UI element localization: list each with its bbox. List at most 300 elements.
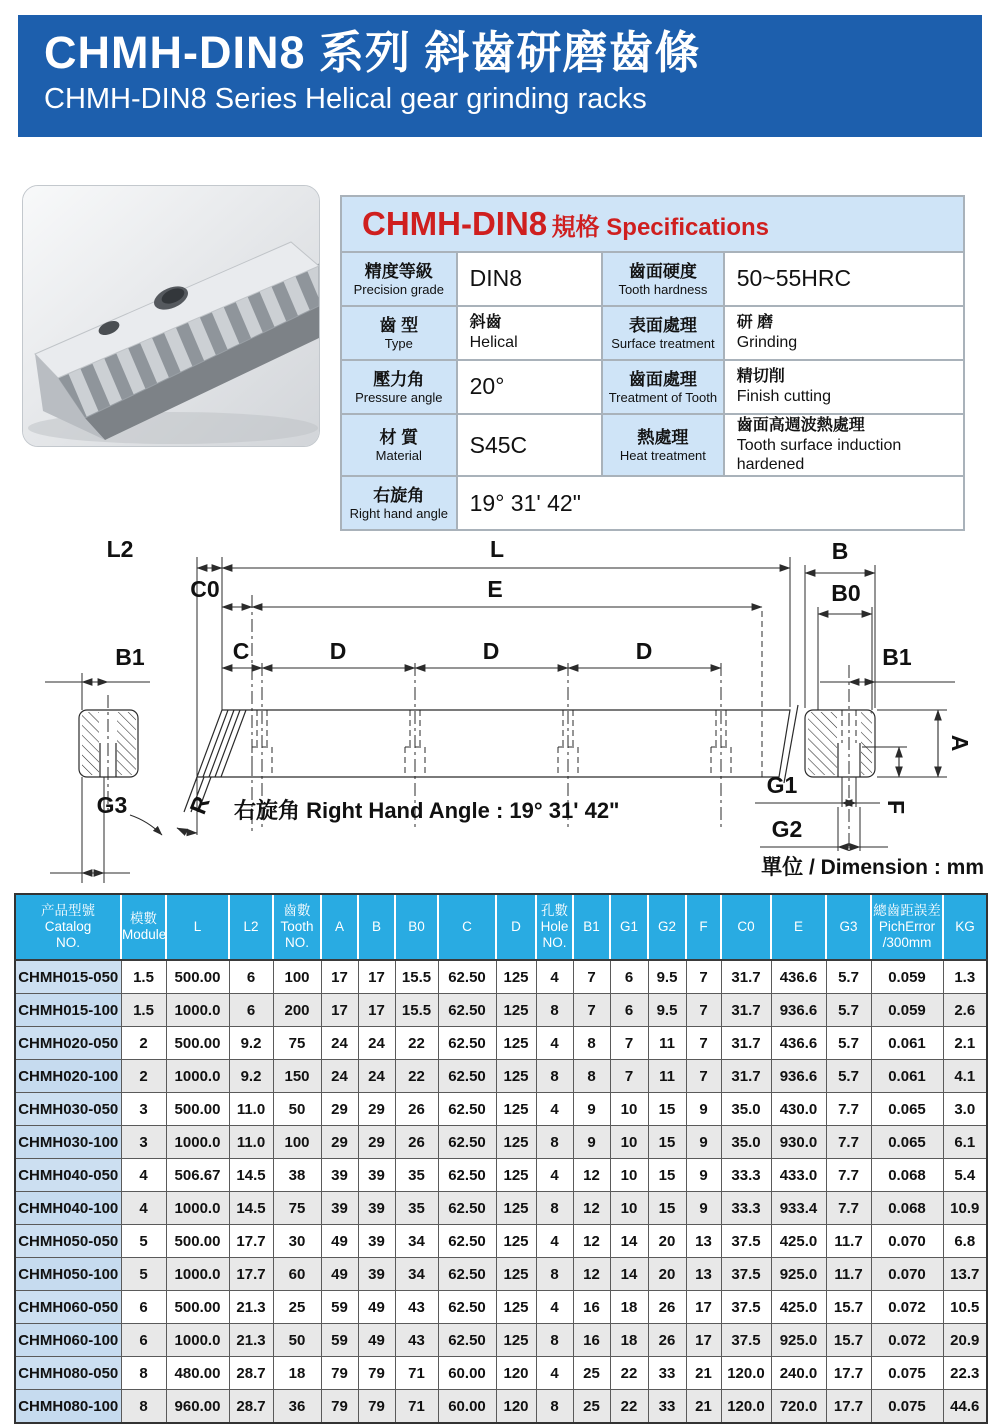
value-cell: 21.3 [229,1291,273,1324]
value-cell: 5.7 [826,1027,871,1060]
value-cell: 6.8 [943,1225,987,1258]
value-cell: 5.7 [826,994,871,1027]
value-cell: 6.1 [943,1126,987,1159]
page-title: CHMH-DIN8 系列 斜齒研磨齒條 [44,27,701,78]
value-cell: 50 [273,1093,321,1126]
spec-label [602,414,724,476]
dim-label-B1: B1 [882,644,912,670]
value-cell: 17 [358,994,395,1027]
value-cell: 13.7 [943,1258,987,1291]
spec-label-en: Heat treatment [619,448,706,464]
value-cell: 12 [573,1258,610,1291]
gear-rack-image [23,186,319,446]
spec-label-en: Right hand angle [349,506,448,522]
value-cell: 0.059 [871,994,943,1027]
value-cell: 17.7 [229,1225,273,1258]
spec-label-en: Surface treatment [611,335,715,351]
table-row [15,1357,987,1390]
value-cell: 933.4 [771,1192,826,1225]
value-cell: 9 [686,1093,721,1126]
value-cell: 7.7 [826,1192,871,1225]
value-cell: 15 [648,1126,686,1159]
value-cell: 436.6 [771,960,826,994]
spec-label-zh: 精度等級 [364,261,433,281]
value-cell: 125 [496,1192,536,1225]
value-cell: 35 [395,1192,438,1225]
rack-side-view [197,710,790,777]
page-subtitle: CHMH-DIN8 Series Helical gear grinding racks [44,83,647,116]
value-cell: 71 [395,1390,438,1424]
spec-value [724,414,964,476]
value-cell: 5.7 [826,960,871,994]
value-cell: 17 [321,960,358,994]
spec-value [457,306,603,360]
value-cell: 15 [648,1192,686,1225]
value-cell: 11.0 [229,1093,273,1126]
value-cell: 11.7 [826,1258,871,1291]
value-cell: 7.7 [826,1159,871,1192]
value-cell: 11.7 [826,1225,871,1258]
value-cell: 75 [273,1192,321,1225]
value-cell: 8 [536,1192,573,1225]
value-cell: 26 [395,1126,438,1159]
spec-label [341,306,457,360]
spec-label-en: Treatment of Tooth [608,389,718,405]
value-cell: 0.065 [871,1093,943,1126]
value-cell: 14 [610,1225,648,1258]
value-cell: 0.059 [871,960,943,994]
value-cell: 12 [573,1159,610,1192]
value-cell: 100 [273,1126,321,1159]
value-cell: 39 [321,1159,358,1192]
value-cell: 62.50 [438,1060,496,1093]
value-cell: 17 [686,1324,721,1357]
spec-value [724,252,964,306]
table-row [15,1159,987,1192]
value-cell: 125 [496,1324,536,1357]
value-cell: 0.075 [871,1390,943,1424]
value-cell: 125 [496,960,536,994]
value-cell: 0.065 [871,1126,943,1159]
value-cell: 25 [573,1357,610,1390]
value-cell: 240.0 [771,1357,826,1390]
column-header: G2 [648,894,686,960]
value-cell: 39 [358,1159,395,1192]
value-cell: 44.6 [943,1390,987,1424]
value-cell: 0.068 [871,1159,943,1192]
dim-label-L2: L2 [106,536,134,562]
dim-label-D: D [482,638,500,664]
value-cell: 17.7 [229,1258,273,1291]
value-cell: 36 [273,1390,321,1424]
value-cell: 79 [321,1357,358,1390]
spec-value-zh: 精切削 [736,368,785,386]
value-cell: 120 [496,1357,536,1390]
value-cell: 24 [358,1060,395,1093]
value-cell: 29 [321,1126,358,1159]
table-row [15,1126,987,1159]
value-cell: 33 [648,1357,686,1390]
value-cell: 5 [121,1225,166,1258]
value-cell: 15 [648,1159,686,1192]
technical-drawing [0,515,1000,895]
spec-label-zh: 壓力角 [373,369,425,389]
table-row [15,1324,987,1357]
value-cell: 7 [573,960,610,994]
value-cell: 120.0 [721,1357,771,1390]
value-cell: 79 [358,1390,395,1424]
dim-label-D: D [635,638,653,664]
value-cell: 15.5 [395,960,438,994]
value-cell: 5.4 [943,1159,987,1192]
value-cell: 433.0 [771,1159,826,1192]
dim-label-G2: G2 [771,816,803,842]
value-cell: 120 [496,1390,536,1424]
value-cell: 2.6 [943,994,987,1027]
value-cell: 925.0 [771,1324,826,1357]
value-cell: 8 [536,1390,573,1424]
value-cell: 125 [496,1258,536,1291]
spec-value-text: 50~55HRC [736,265,852,292]
catalog-no-cell: CHMH080-100 [15,1390,121,1424]
value-cell: 38 [273,1159,321,1192]
value-cell: 6 [229,994,273,1027]
value-cell: 125 [496,1126,536,1159]
value-cell: 1.3 [943,960,987,994]
value-cell: 9 [686,1126,721,1159]
value-cell: 12 [573,1192,610,1225]
value-cell: 16 [573,1291,610,1324]
value-cell: 1000.0 [166,1126,229,1159]
value-cell: 14.5 [229,1159,273,1192]
value-cell: 3 [121,1093,166,1126]
value-cell: 22 [610,1390,648,1424]
catalog-no-cell: CHMH050-100 [15,1258,121,1291]
column-header: L2 [229,894,273,960]
spec-label [341,414,457,476]
value-cell: 6 [229,960,273,994]
value-cell: 500.00 [166,1291,229,1324]
spec-label [602,306,724,360]
value-cell: 9.5 [648,994,686,1027]
value-cell: 25 [573,1390,610,1424]
value-cell: 9 [573,1093,610,1126]
value-cell: 100 [273,960,321,994]
value-cell: 10.5 [943,1291,987,1324]
table-row [15,994,987,1027]
value-cell: 425.0 [771,1225,826,1258]
value-cell: 1000.0 [166,1192,229,1225]
value-cell: 0.061 [871,1060,943,1093]
value-cell: 35.0 [721,1126,771,1159]
value-cell: 31.7 [721,1027,771,1060]
spec-label-en: Tooth hardness [618,281,708,297]
table-row [15,1225,987,1258]
spec-value [457,360,603,414]
spec-label [341,360,457,414]
spec-label-en: Pressure angle [355,389,443,405]
value-cell: 31.7 [721,1060,771,1093]
value-cell: 1000.0 [166,1060,229,1093]
value-cell: 21 [686,1390,721,1424]
product-photo [22,185,320,447]
value-cell: 18 [610,1291,648,1324]
value-cell: 4.1 [943,1060,987,1093]
table-row [15,960,987,994]
dim-label-D: D [329,638,347,664]
value-cell: 15.7 [826,1291,871,1324]
value-cell: 1000.0 [166,1324,229,1357]
spec-label [602,252,724,306]
value-cell: 43 [395,1291,438,1324]
value-cell: 125 [496,1159,536,1192]
value-cell: 125 [496,1225,536,1258]
value-cell: 4 [536,960,573,994]
value-cell: 436.6 [771,1027,826,1060]
table-row [15,1027,987,1060]
value-cell: 22 [395,1027,438,1060]
value-cell: 62.50 [438,1324,496,1357]
value-cell: 3.0 [943,1093,987,1126]
value-cell: 35.0 [721,1093,771,1126]
value-cell: 28.7 [229,1357,273,1390]
value-cell: 9 [686,1159,721,1192]
right-hand-angle-note: 右旋角 Right Hand Angle : 19° 31' 42" [234,798,620,823]
catalog-no-cell: CHMH015-050 [15,960,121,994]
value-cell: 7 [686,1027,721,1060]
catalog-no-cell: CHMH060-100 [15,1324,121,1357]
value-cell: 10 [610,1093,648,1126]
value-cell: 9.2 [229,1060,273,1093]
value-cell: 200 [273,994,321,1027]
spec-label-en: Precision grade [353,281,444,297]
value-cell: 4 [536,1291,573,1324]
value-cell: 31.7 [721,960,771,994]
value-cell: 22.3 [943,1357,987,1390]
value-cell: 4 [536,1225,573,1258]
value-cell: 24 [321,1027,358,1060]
dim-label-B1: B1 [115,644,145,670]
value-cell: 9.2 [229,1027,273,1060]
value-cell: 8 [536,1258,573,1291]
value-cell: 25 [273,1291,321,1324]
specs-title [341,196,964,252]
value-cell: 33.3 [721,1192,771,1225]
value-cell: 37.5 [721,1324,771,1357]
spec-value-text: DIN8 [469,265,523,292]
value-cell: 8 [573,1060,610,1093]
spec-value-text: 20° [469,373,505,400]
value-cell: 7 [686,960,721,994]
spec-value-en: Helical [469,334,518,352]
value-cell: 13 [686,1225,721,1258]
spec-value-en: Tooth surface induction hardened [736,437,902,474]
value-cell: 31.7 [721,994,771,1027]
specs-title-row [341,196,964,252]
column-header: E [771,894,826,960]
value-cell: 7 [610,1027,648,1060]
column-header: 總齒距誤差 PichError /300mm [871,894,943,960]
value-cell: 24 [358,1027,395,1060]
value-cell: 0.072 [871,1324,943,1357]
catalog-no-cell: CHMH050-050 [15,1225,121,1258]
spec-value-zh: 齒面高週波熱處理 [736,417,865,434]
spec-value-en: Finish cutting [736,388,831,406]
catalog-no-cell: CHMH020-100 [15,1060,121,1093]
column-header: F [686,894,721,960]
column-header: 齒數 Tooth NO. [273,894,321,960]
value-cell: 33.3 [721,1159,771,1192]
table-row [15,1390,987,1424]
value-cell: 1000.0 [166,1258,229,1291]
spec-label [602,360,724,414]
value-cell: 506.67 [166,1159,229,1192]
value-cell: 34 [395,1258,438,1291]
value-cell: 960.00 [166,1390,229,1424]
table-row [15,1192,987,1225]
value-cell: 62.50 [438,994,496,1027]
dim-label-A: A [947,734,973,752]
value-cell: 16 [573,1324,610,1357]
spec-row [341,414,964,476]
catalog-table [14,893,988,1424]
value-cell: 21 [686,1357,721,1390]
catalog-no-cell: CHMH030-050 [15,1093,121,1126]
value-cell: 3 [121,1126,166,1159]
dim-label-F: F [883,799,909,815]
catalog-no-cell: CHMH020-050 [15,1027,121,1060]
value-cell: 62.50 [438,1258,496,1291]
value-cell: 5 [121,1258,166,1291]
value-cell: 62.50 [438,1159,496,1192]
catalog-no-cell: CHMH040-050 [15,1159,121,1192]
column-header: D [496,894,536,960]
value-cell: 34 [395,1225,438,1258]
value-cell: 6 [610,994,648,1027]
value-cell: 500.00 [166,1093,229,1126]
value-cell: 60 [273,1258,321,1291]
value-cell: 62.50 [438,1192,496,1225]
value-cell: 8 [536,994,573,1027]
value-cell: 15.5 [395,994,438,1027]
value-cell: 10 [610,1126,648,1159]
catalog-no-cell: CHMH030-100 [15,1126,121,1159]
value-cell: 500.00 [166,1225,229,1258]
dim-label-B0: B0 [831,580,861,606]
table-row [15,1291,987,1324]
spec-value [724,360,964,414]
value-cell: 125 [496,994,536,1027]
value-cell: 4 [121,1192,166,1225]
value-cell: 79 [358,1357,395,1390]
value-cell: 59 [321,1291,358,1324]
value-cell: 2 [121,1060,166,1093]
dimension-unit-note: 單位 / Dimension : mm [761,856,984,879]
value-cell: 11.0 [229,1126,273,1159]
spec-label-en: Material [375,448,422,464]
spec-label-en: Type [384,335,413,351]
value-cell: 62.50 [438,1225,496,1258]
value-cell: 17 [321,994,358,1027]
value-cell: 30 [273,1225,321,1258]
value-cell: 17 [686,1291,721,1324]
value-cell: 21.3 [229,1324,273,1357]
value-cell: 59 [321,1324,358,1357]
value-cell: 930.0 [771,1126,826,1159]
dim-label-G3: G3 [96,792,128,818]
specs-title-rest: 規格 Specifications [551,214,770,241]
value-cell: 720.0 [771,1390,826,1424]
value-cell: 28.7 [229,1390,273,1424]
dim-label-L: L [489,536,505,562]
value-cell: 4 [536,1093,573,1126]
value-cell: 11 [648,1027,686,1060]
value-cell: 39 [358,1225,395,1258]
table-row [15,1258,987,1291]
spec-label-zh: 右旋角 [373,485,425,505]
value-cell: 24 [321,1060,358,1093]
spec-value-text: 19° 31' 42" [469,489,581,516]
spec-label-zh: 齒面處理 [628,369,697,389]
value-cell: 17.7 [826,1390,871,1424]
value-cell: 37.5 [721,1291,771,1324]
catalog-no-cell: CHMH015-100 [15,994,121,1027]
value-cell: 7 [573,994,610,1027]
value-cell: 0.075 [871,1357,943,1390]
value-cell: 125 [496,1093,536,1126]
value-cell: 62.50 [438,960,496,994]
value-cell: 8 [121,1390,166,1424]
value-cell: 0.072 [871,1291,943,1324]
value-cell: 17.7 [826,1357,871,1390]
right-cross-section [805,665,875,851]
catalog-no-cell: CHMH080-050 [15,1357,121,1390]
table-row [15,1093,987,1126]
value-cell: 60.00 [438,1357,496,1390]
value-cell: 125 [496,1060,536,1093]
spec-value-zh: 斜齒 [469,314,502,332]
column-header: B0 [395,894,438,960]
value-cell: 2.1 [943,1027,987,1060]
value-cell: 26 [648,1291,686,1324]
value-cell: 26 [395,1093,438,1126]
value-cell: 7.7 [826,1093,871,1126]
value-cell: 22 [395,1060,438,1093]
value-cell: 37.5 [721,1258,771,1291]
value-cell: 18 [273,1357,321,1390]
value-cell: 60.00 [438,1390,496,1424]
value-cell: 71 [395,1357,438,1390]
value-cell: 0.061 [871,1027,943,1060]
value-cell: 936.6 [771,1060,826,1093]
spec-row [341,252,964,306]
value-cell: 20 [648,1258,686,1291]
value-cell: 2 [121,1027,166,1060]
value-cell: 62.50 [438,1291,496,1324]
value-cell: 1000.0 [166,994,229,1027]
value-cell: 8 [536,1126,573,1159]
column-header: KG [943,894,987,960]
column-header: A [321,894,358,960]
spec-value-en: Grinding [736,334,798,352]
value-cell: 37.5 [721,1225,771,1258]
value-cell: 125 [496,1027,536,1060]
column-header: C [438,894,496,960]
column-header: 孔數 Hole NO. [536,894,573,960]
spec-label [341,252,457,306]
value-cell: 62.50 [438,1126,496,1159]
value-cell: 26 [648,1324,686,1357]
